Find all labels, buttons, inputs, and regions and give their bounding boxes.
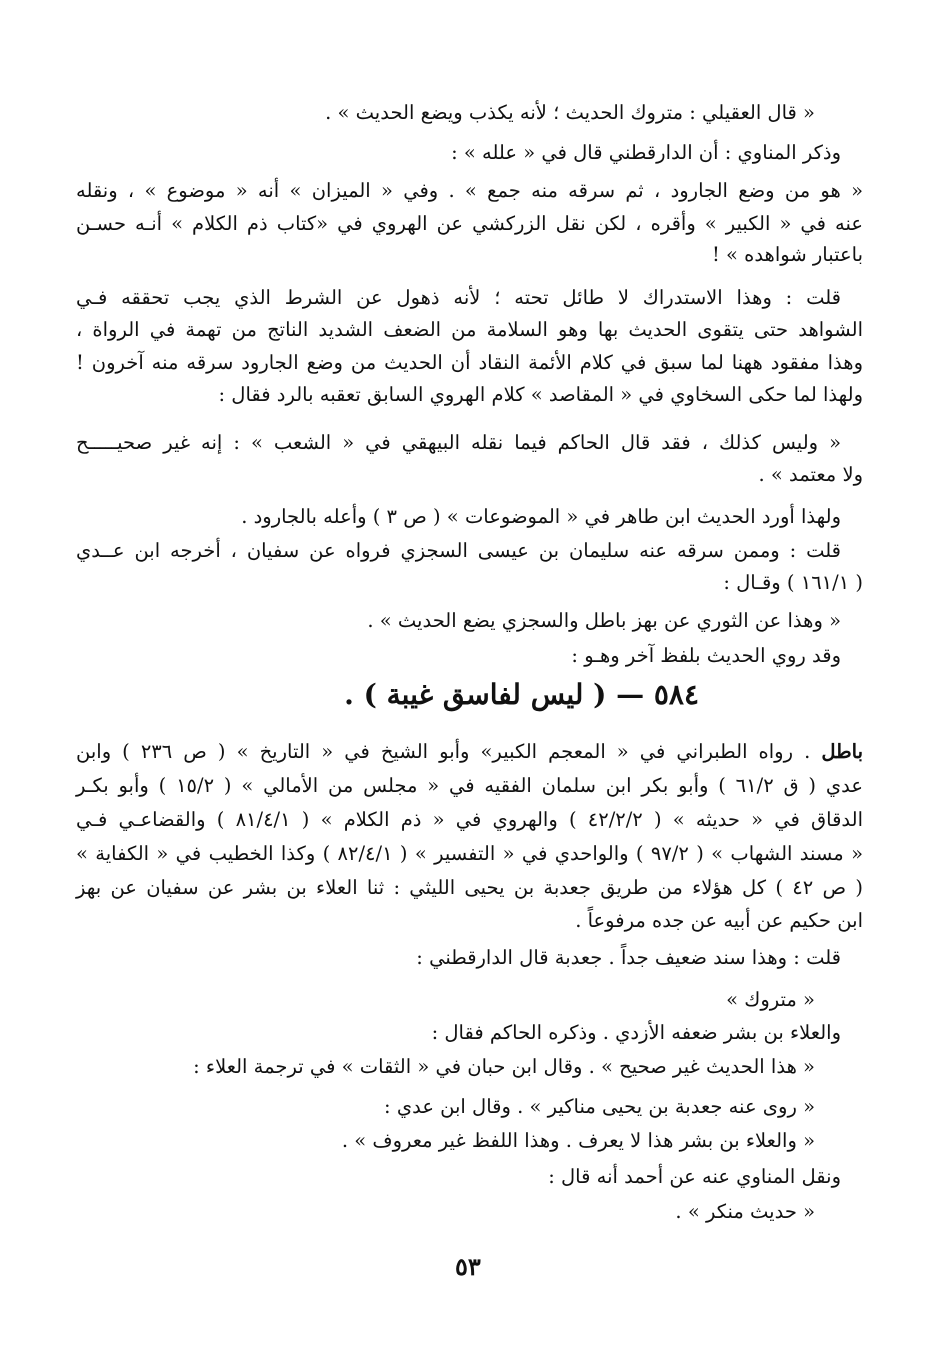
text-line: الشواهد حتى يتقوى الحديث بها وهو السلامة من الضعف الشديد الناتج من تهمة في الرواة ،	[76, 318, 863, 341]
text-line: عنه في « الكبير » وأقره ، لكن نقل الزركشي عن الهروي في «كتاب ذم الكلام » أنـه حسـن	[76, 212, 863, 235]
text-line: قلت : وهذا سند ضعيف جداً . جعدبة قال الدارقطني :	[416, 946, 841, 969]
text-line: الدقاق في « حديثه » ( ٤٢/٢/٢ ) والهروي في « ذم الكلام » ( ٨١/٤/١ ) والقضاعـي فـي	[76, 808, 864, 831]
page-number: ٥٣	[455, 1252, 481, 1281]
text-line: وقد روي الحديث بلفظ آخر وهـو :	[571, 644, 841, 667]
text-line: ( ص ٤٢ ) كل هؤلاء من طريق جعدبة بن يحيى الليثي : ثنا العلاء بن بشر عن سفيان عن بهز	[76, 876, 863, 899]
text-line: « قال العقيلي : متروك الحديث ؛ لأنه يكذب ويضع الحديث » .	[325, 101, 815, 124]
text-line: « هذا الحديث غير صحيح » . وقال ابن حبان في « الثقات » في ترجمة العلاء :	[193, 1055, 815, 1078]
verdict-word: باطل	[821, 740, 864, 763]
text-line: وذكر المناوي : أن الدارقطني قال في « علله » :	[451, 141, 841, 164]
text-line: ولا معتمد » .	[758, 463, 863, 486]
text-line: قلت : وممن سرقه عنه سليمان بن عيسى السجزي فرواه عن سفيان ، أخرجه ابن عــدي	[76, 539, 841, 562]
text-line: ولهذا أورد الحديث ابن طاهر في « الموضوعات » ( ص ٣ ) وأعله بالجارود .	[241, 505, 841, 528]
text-line: « متروك »	[726, 988, 815, 1011]
text-line: « وليس كذلك ، فقد قال الحاكم فيما نقله البيهقي في « الشعب » : إنه غير صحيـــــح	[76, 431, 841, 454]
text-line: قلت : وهذا الاستدراك لا طائل تحته ؛ لأنه ذهول عن الشرط الذي يجب تحققه فـي	[76, 286, 841, 309]
text-line: عدي ( ق ٦١/٢ ) وأبو بكر ابن سلمان الفقيه في « مجلس من الأمالي » ( ١٥/٢ ) وأبو بكـر	[76, 774, 863, 797]
text-span: . رواه الطبراني في « المعجم الكبير» وأبو الشيخ في « التاريخ » ( ص ٢٣٦ ) وابن	[76, 740, 811, 763]
text-line: « مسند الشهاب » ( ٩٧/٢ ) والواحدي في « التفسير » ( ٨٢/٤/١ ) وكذا الخطيب في « الكفاية »	[76, 842, 863, 865]
text-line: « وهذا عن الثوري عن بهز باطل والسجزي يضع الحديث » .	[367, 609, 841, 632]
text-line: ( ١٦١/١ ) وقـال :	[723, 571, 863, 594]
text-line: « حديث منكر » .	[675, 1200, 815, 1223]
text-line: ابن حكيم عن أبيه عن جده مرفوعاً .	[575, 909, 863, 932]
text-line: وهذا مفقود ههنا لما سبق في كلام الأئمة النقاد أن الحديث من وضع الجارود سرقه منه آخرون !	[76, 351, 863, 374]
text-line: ونقل المناوي عنه عن أحمد أنه قال :	[548, 1165, 841, 1188]
text-line: « هو من وضع الجارود ، ثم سرقه منه جمع » . وفي « الميزان » أنه « موضوع » ، ونقله	[76, 179, 863, 202]
text-line: والعلاء بن بشر ضعفه الأزدي . وذكره الحاكم فقال :	[431, 1021, 841, 1044]
entry-heading: ٥٨٤ — ( ليس لفاسق غيبة ) .	[344, 678, 699, 711]
text-line: ولهذا لما حكى السخاوي في « المقاصد » كلام الهروي السابق تعقبه بالرد فقال :	[218, 383, 863, 406]
text-line	[76, 737, 863, 767]
text-line: « روى عنه جعدبة بن يحيى مناكير » . وقال ابن عدي :	[384, 1095, 815, 1118]
text-line: « والعلاء بن بشر هذا لا يعرف . وهذا اللفظ غير معروف » .	[341, 1129, 815, 1152]
text-line: باعتبار شواهده » !	[711, 243, 863, 266]
